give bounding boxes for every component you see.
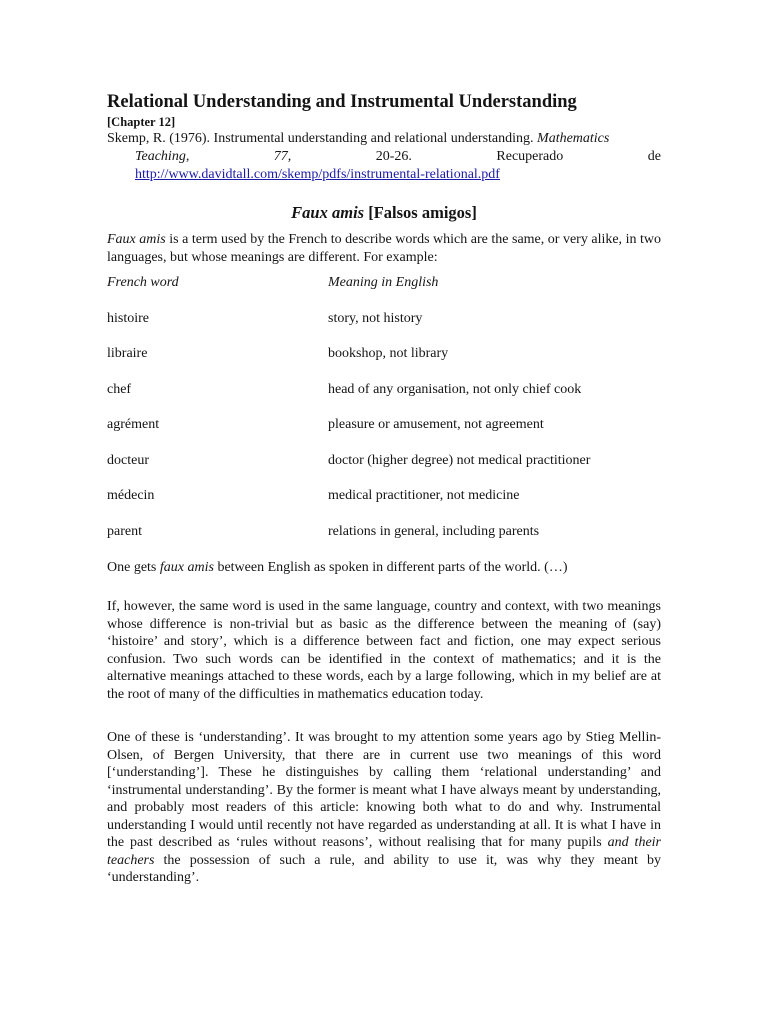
reference-part-2: 20-26. [375,149,412,164]
para1-pre: One gets [107,560,160,575]
reference-line-2 [107,148,661,166]
paragraph-confusion: If, however, the same word is used in the same language, country and context, with two meanings whose difference is non-trivial but as basic as the difference between the meaning of (say) ‘histoire’ and story’, which is a difference between fact and fiction, one may expect serious confusion. Two such words can be identified in the context of mathematics; and it is the alternative meanings attached to these words, each by a large following, which in my belief are at the root of many of the difficulties in mathematics education today. [107,599,661,702]
reference-line-3 [107,166,661,184]
section-title-italic: Faux amis [291,203,365,222]
reference-part-3: Recuperado [496,149,564,164]
header-meaning-english: Meaning in English [328,275,439,290]
reference-url-link[interactable]: http://www.davidtall.com/skemp/pdfs/instrumental-relational.pdf [135,167,500,182]
english-meaning: story, not history [328,311,423,326]
english-meaning: medical practitioner, not medicine [328,488,520,503]
english-meaning: head of any organisation, not only chief cook [328,382,582,397]
reference-part-0: Teaching, [135,149,190,164]
french-word: parent [107,524,142,539]
reference-part-4: de [647,149,661,164]
french-word: docteur [107,453,149,468]
french-word: histoire [107,311,149,326]
french-word: chef [107,382,132,397]
table-row [107,380,661,400]
section-title-rest: [Falsos amigos] [364,203,477,222]
reference-journal: Mathematics [537,131,610,146]
para3-post: the possession of such a rule, and ability to use it, was why they meant by ‘understanding’. [107,852,661,885]
chapter-label: [Chapter 12] [107,115,176,129]
paragraph-faux-amis-english [107,559,661,577]
table-row [107,415,661,435]
reference-part-1: 77, [273,149,292,164]
header-french-word: French word [107,275,179,290]
french-word: agrément [107,417,160,432]
reference-authors: Skemp, R. (1976). Instrumental understanding and relational understanding. [107,131,538,146]
reference-line-1 [107,130,661,148]
para3-pre: One of these is ‘understanding’. It was brought to my attention some years ago by Stieg Mellin-Olsen, of Bergen University, that there are in current use two meanings of this word [‘understanding’]. These he distinguishes by calling them ‘relational understanding’ and ‘instrumental understanding’. By the former is meant what I have always meant by understanding, and probably most readers of this article: knowing both what to do and why. Instrumental understanding I would until recently not have regarded as understanding at all. It is what I have in the past described as ‘rules without reasons’, without realising that for many pupils [107,730,661,850]
english-meaning: bookshop, not library [328,346,449,361]
french-word: libraire [107,346,148,361]
intro-paragraph [107,231,661,266]
table-row [107,309,661,329]
table-row [107,486,661,506]
intro-term: Faux amis [107,232,166,247]
section-title [0,203,768,223]
table-row [107,344,661,364]
intro-text: is a term used by the French to describe words which are the same, or very alike, in two languages, but whose meanings are different. For example: [107,232,661,265]
table-header-row [107,273,661,293]
english-meaning: pleasure or amusement, not agreement [328,417,544,432]
reference-citation [107,130,661,184]
english-meaning: relations in general, including parents [328,524,540,539]
document-title: Relational Understanding and Instrumental Understanding [107,92,577,112]
paragraph-understanding [107,729,661,887]
table-row [107,451,661,471]
table-row [107,522,661,542]
para1-post: between English as spoken in different parts of the world. (…) [213,560,568,575]
para1-term: faux amis [159,560,214,575]
english-meaning: doctor (higher degree) not medical practitioner [328,453,591,468]
para3-italic: and their teachers [107,835,661,868]
french-word: médecin [107,488,155,503]
